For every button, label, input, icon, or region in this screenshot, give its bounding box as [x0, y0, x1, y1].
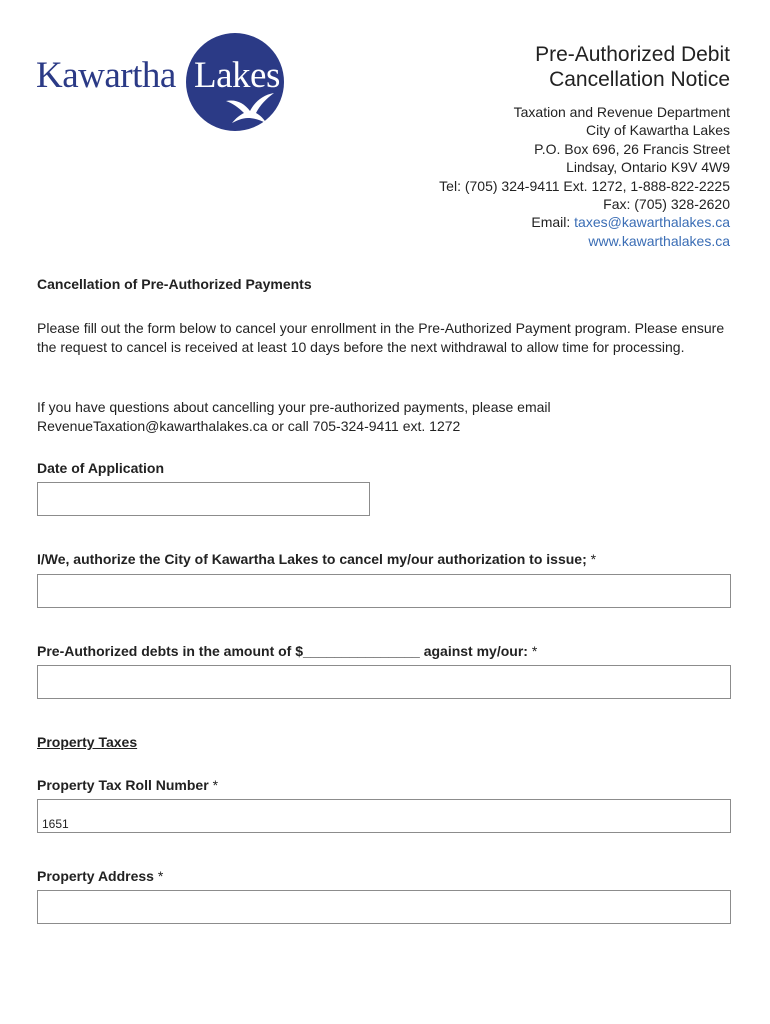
bird-icon — [224, 91, 276, 125]
email-line — [439, 213, 730, 231]
mailing-address: P.O. Box 696, 26 Francis Street — [534, 140, 730, 157]
website-link[interactable]: www.kawarthalakes.ca — [588, 232, 730, 249]
kawartha-lakes-logo — [36, 30, 286, 135]
city-name: City of Kawartha Lakes — [586, 122, 730, 139]
fax: Fax: (705) 328-2620 — [603, 196, 730, 213]
required-marker: * — [531, 643, 538, 659]
logo-text-kawartha: Kawartha — [36, 55, 176, 96]
amount-input[interactable] — [37, 665, 731, 699]
page-title — [535, 42, 730, 92]
department-name: Taxation and Revenue Department — [513, 104, 730, 120]
authorize-label — [37, 551, 596, 567]
telephone: Tel: (705) 324-9411 Ext. 1272, 1-888-822-2225 — [439, 177, 730, 194]
authorize-input[interactable] — [37, 574, 731, 608]
property-address-label-text: Property Address — [37, 868, 154, 884]
website-line — [439, 232, 730, 250]
authorize-label-text: I/We, authorize the City of Kawartha Lakes to cancel my/our authorization to issue; — [37, 551, 587, 567]
email-label: Email: — [531, 214, 575, 231]
date-of-application-input[interactable] — [37, 482, 370, 516]
title-line-2: Cancellation Notice — [549, 68, 730, 91]
date-label-text: Date of Application — [37, 460, 165, 476]
title-line-1: Pre-Authorized Debit — [535, 43, 730, 66]
property-taxes-heading: Property Taxes — [37, 734, 138, 750]
property-address-label — [37, 868, 163, 884]
property-address-input[interactable] — [37, 890, 731, 924]
required-marker: * — [157, 868, 164, 884]
required-marker: * — [212, 777, 219, 793]
section-heading: Cancellation of Pre-Authorized Payments — [37, 276, 312, 292]
city-location: Lindsay, Ontario K9V 4W9 — [566, 159, 730, 176]
department-contact-block — [439, 103, 730, 250]
required-marker: * — [590, 551, 597, 567]
email-link[interactable]: taxes@kawarthalakes.ca — [574, 214, 730, 231]
amount-label-text: Pre-Authorized debts in the amount of $_______________ against my/our: — [37, 643, 528, 659]
logo-text-lakes: Lakes — [194, 55, 280, 96]
roll-number-input[interactable] — [37, 799, 731, 833]
date-of-application-label — [37, 460, 164, 476]
logo-circle — [186, 33, 284, 131]
instructions-paragraph: Please fill out the form below to cancel your enrollment in the Pre-Authorized Payment program. Please ensure the request to cancel is received at least 10 days before the next withdrawal to allow time for processing. — [37, 320, 725, 355]
amount-label — [37, 643, 537, 659]
roll-number-label — [37, 777, 218, 793]
roll-number-label-text: Property Tax Roll Number — [37, 777, 209, 793]
contact-paragraph: If you have questions about cancelling your pre-authorized payments, please email RevenueTaxation@kawarthalakes.ca or call 705-324-9411 ext. 1272 — [37, 399, 551, 434]
